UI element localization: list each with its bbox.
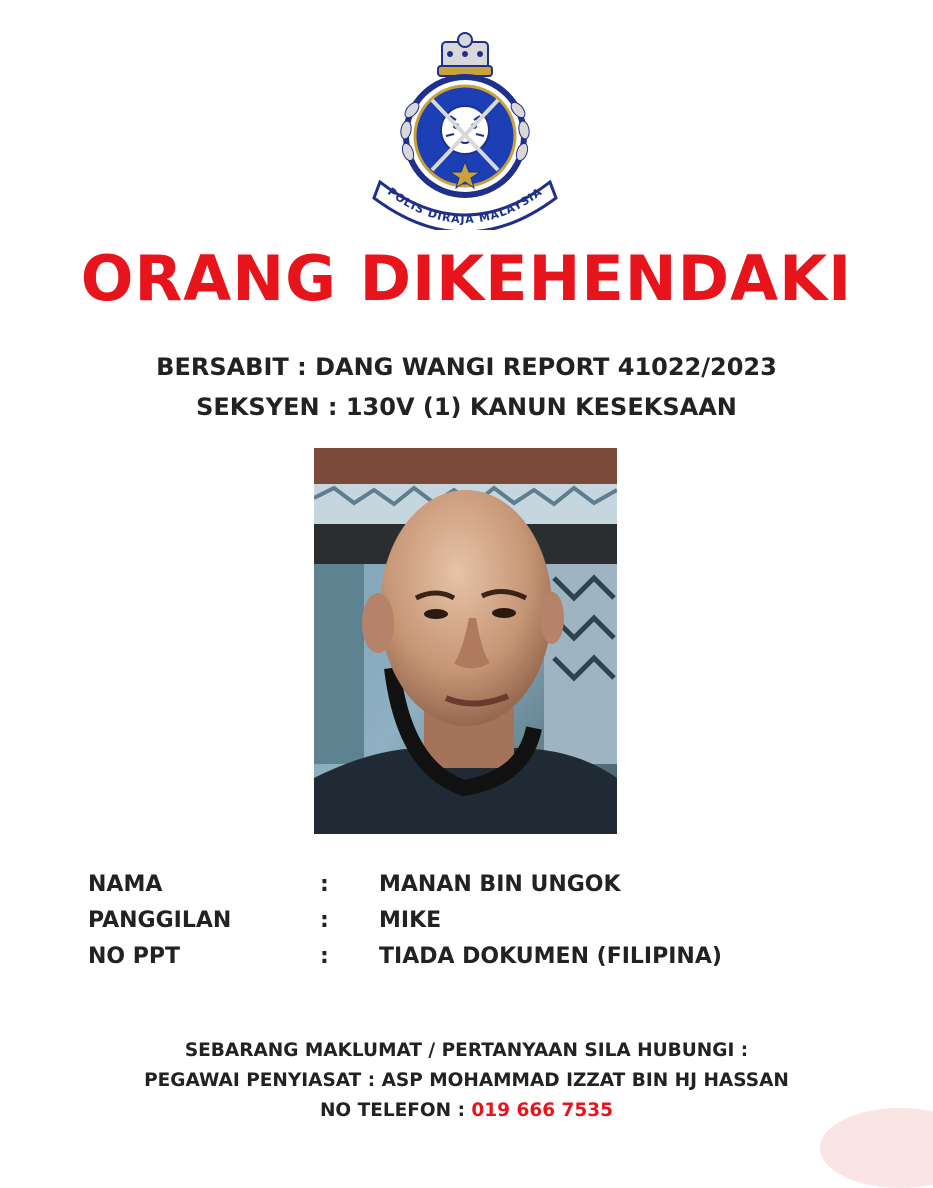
detail-value: MANAN BIN UNGOK <box>379 872 621 897</box>
detail-separator: : <box>320 944 329 969</box>
suspect-photo <box>314 448 617 834</box>
detail-separator: : <box>320 872 329 897</box>
poster-title: ORANG DIKEHENDAKI <box>80 242 853 315</box>
crown-icon <box>438 33 492 76</box>
detail-row-alias <box>88 908 848 944</box>
suspect-details <box>88 872 848 980</box>
emblem-ribbon-text: POLIS DIRAJA MALAYSIA <box>385 185 545 227</box>
detail-label: NAMA <box>88 872 163 897</box>
detail-value: TIADA DOKUMEN (FILIPINA) <box>379 944 722 969</box>
case-report-line: BERSABIT : DANG WANGI REPORT 41022/2023 <box>156 353 777 381</box>
tiger-head-icon <box>441 106 489 154</box>
detail-row-passport <box>88 944 848 980</box>
investigating-officer: PEGAWAI PENYIASAT : ASP MOHAMMAD IZZAT BIN HJ HASSAN <box>144 1070 789 1091</box>
detail-value: MIKE <box>379 908 442 933</box>
phone-number: 019 666 7535 <box>471 1100 614 1121</box>
contact-intro: SEBARANG MAKLUMAT / PERTANYAAN SILA HUBUNGI : <box>184 1040 749 1061</box>
detail-row-name <box>88 872 848 908</box>
detail-label: PANGGILAN <box>88 908 232 933</box>
detail-label: NO PPT <box>88 944 181 969</box>
contact-phone-line <box>0 1100 933 1121</box>
case-section-line: SEKSYEN : 130V (1) KANUN KESEKSAAN <box>196 393 737 421</box>
phone-label: NO TELEFON : <box>319 1100 472 1121</box>
police-emblem-logo <box>370 30 560 230</box>
detail-separator: : <box>320 908 329 933</box>
